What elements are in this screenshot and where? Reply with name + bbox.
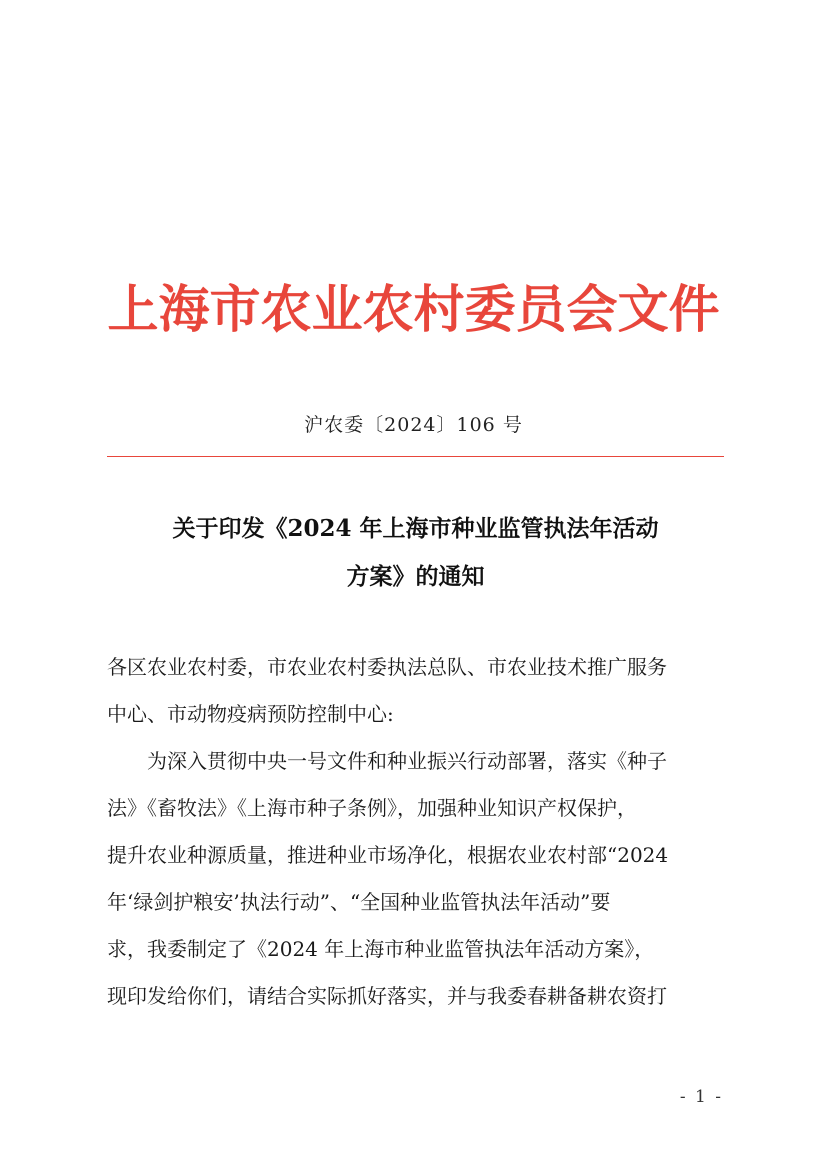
body-line: 年‘绿剑护粮安’执法行动”、“全国种业监管执法年活动”要 xyxy=(107,890,611,914)
body-line: 中心、市动物疫病预防控制中心: xyxy=(107,702,394,726)
body-line: 各区农业农村委，市农业农村委执法总队、市农业技术推广服务 xyxy=(107,655,667,679)
agency-title: 上海市农业农村委员会文件 xyxy=(107,280,720,340)
notice-title-line-2: 方案》的通知 xyxy=(346,563,485,590)
body-line: 提升农业种源质量，推进种业市场净化，根据农业农村部“2024 xyxy=(107,843,669,867)
page-number: - 1 - xyxy=(679,1087,723,1107)
notice-title-line-1: 关于印发《2024 年上海市种业监管执法年活动 xyxy=(172,515,659,542)
document-number: 沪农委〔2024〕106 号 xyxy=(304,414,523,436)
body-line: 法》《畜牧法》《上海市种子条例》，加强种业知识产权保护， xyxy=(107,796,637,820)
body-line: 现印发给你们，请结合实际抓好落实，并与我委春耕备耕农资打 xyxy=(107,984,667,1008)
body-line: 为深入贯彻中央一号文件和种业振兴行动部署，落实《种子 xyxy=(107,749,667,773)
body-line: 求，我委制定了《2024 年上海市种业监管执法年活动方案》， xyxy=(107,937,655,961)
notice-title xyxy=(107,505,724,601)
body-text xyxy=(107,644,727,1020)
red-divider-line xyxy=(107,456,724,457)
